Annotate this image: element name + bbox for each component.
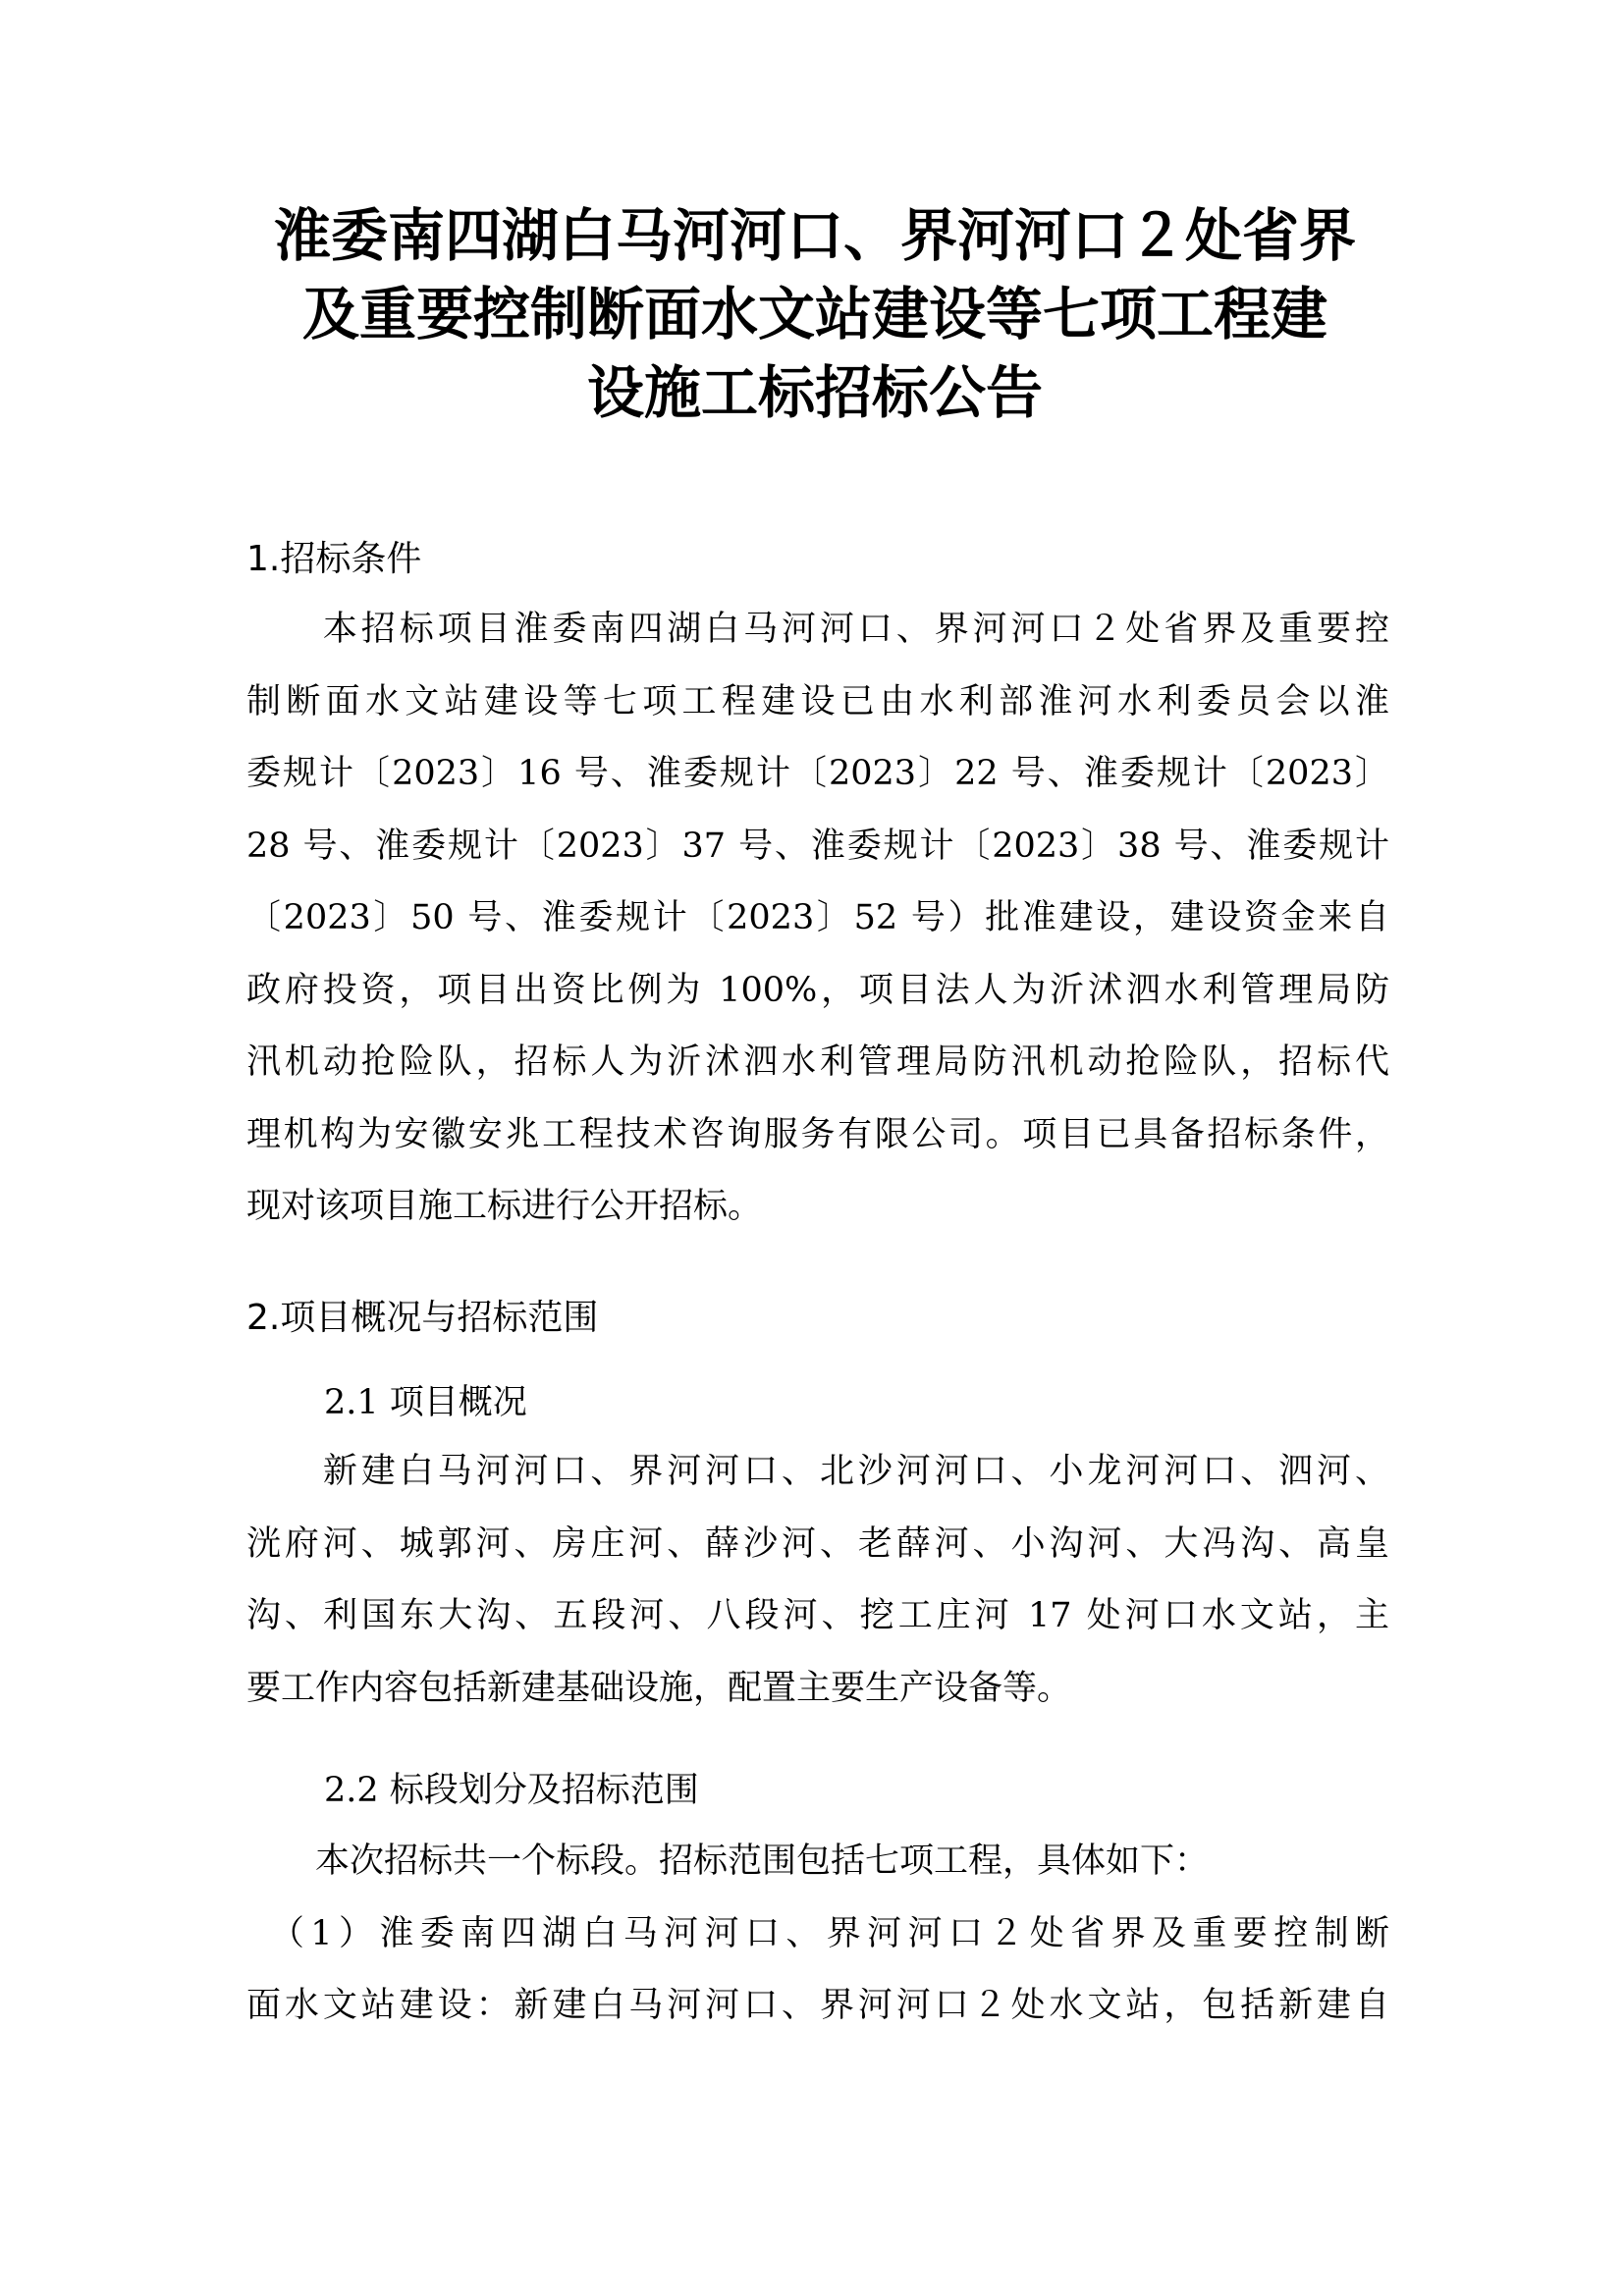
paragraph-line: 要工作内容包括新建基础设施，配置主要生产设备等。	[246, 1668, 1072, 1708]
paragraph-line: 制断面水文站建设等七项工程建设已由水利部淮河水利委员会以淮	[246, 681, 1389, 721]
paragraph-line: 〔2023〕50 号、淮委规计〔2023〕52 号）批准建设，建设资金来自	[246, 898, 1389, 937]
paragraph-line: （1）淮委南四湖白马河河口、界河河口２处省界及重要控制断	[246, 1913, 1389, 1953]
paragraph-line: 新建白马河河口、界河河口、北沙河河口、小龙河河口、泗河、	[246, 1452, 1389, 1491]
paragraph-line: 28 号、淮委规计〔2023〕37 号、淮委规计〔2023〕38 号、淮委规计	[246, 826, 1389, 866]
paragraph-line: 沟、利国东大沟、五段河、八段河、挖工庄河 17 处河口水文站，主	[246, 1596, 1389, 1635]
paragraph-line: 委规计〔2023〕16 号、淮委规计〔2023〕22 号、淮委规计〔2023〕	[246, 754, 1389, 793]
paragraph-line: 面水文站建设：新建白马河河口、界河河口２处水文站，包括新建自	[246, 1986, 1389, 2025]
paragraph-bidding-conditions	[246, 594, 1389, 1244]
paragraph-project-overview	[246, 1436, 1389, 1725]
paragraph-line: 现对该项目施工标进行公开招标。	[246, 1187, 763, 1226]
title-line: 设施工标招标公告	[586, 359, 1043, 426]
subsection-heading-bid-sections: 2.2 标段划分及招标范围	[324, 1771, 699, 1810]
paragraph-line: 洸府河、城郭河、房庄河、薛沙河、老薛河、小沟河、大冯沟、高皇	[246, 1523, 1389, 1564]
subsection-heading-project-overview: 2.1 项目概况	[324, 1383, 527, 1422]
section-heading-bidding-conditions: 1.招标条件	[246, 539, 422, 579]
paragraph-bid-sections	[246, 1826, 1389, 2043]
paragraph-line: 汛机动抢险队，招标人为沂沭泗水利管理局防汛机动抢险队，招标代	[246, 1042, 1389, 1082]
title-line: 及重要控制断面水文站建设等七项工程建	[301, 281, 1327, 347]
title-line: 淮委南四湖白马河河口、界河河口２处省界	[273, 202, 1356, 269]
section-heading-project-overview: 2.项目概况与招标范围	[246, 1298, 599, 1338]
paragraph-line: 本次招标共一个标段。招标范围包括七项工程，具体如下：	[246, 1842, 1210, 1881]
paragraph-line: 理机构为安徽安兆工程技术咨询服务有限公司。项目已具备招标条件，	[246, 1114, 1389, 1154]
paragraph-line: 政府投资，项目出资比例为 100%，项目法人为沂沭泗水利管理局防	[246, 970, 1389, 1010]
paragraph-line: 本招标项目淮委南四湖白马河河口、界河河口２处省界及重要控	[246, 610, 1389, 649]
document-title	[236, 196, 1394, 432]
